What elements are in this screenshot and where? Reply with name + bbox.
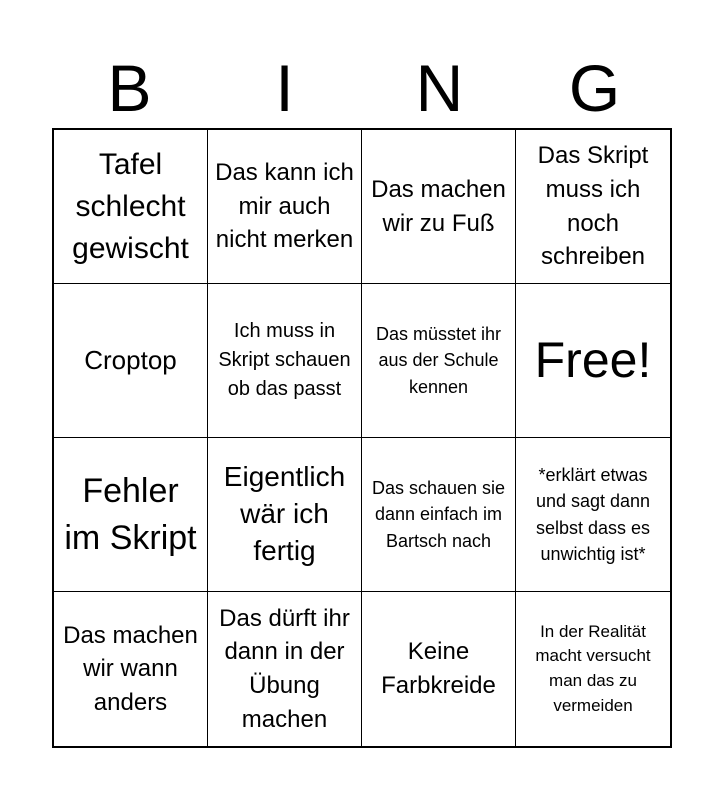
bingo-cell[interactable]	[516, 130, 670, 284]
header-letter-i: I	[275, 51, 294, 125]
cell-text: Croptop	[84, 344, 177, 375]
header-letter-n: N	[415, 51, 464, 125]
cell-text: Das machen wir zu Fuß	[371, 175, 506, 237]
bingo-cell[interactable]	[54, 592, 208, 746]
bingo-cell[interactable]	[208, 284, 362, 438]
cell-text: Tafel schlecht gewischt	[72, 147, 189, 265]
bingo-cell[interactable]	[54, 284, 208, 438]
bingo-cell[interactable]	[362, 438, 516, 592]
bingo-cell[interactable]	[208, 438, 362, 592]
bingo-cell[interactable]	[516, 592, 670, 746]
bingo-cell[interactable]	[208, 592, 362, 746]
bingo-cell[interactable]	[54, 130, 208, 284]
bingo-cell[interactable]	[54, 438, 208, 592]
cell-text: Ich muss in Skript schauen ob das passt	[218, 320, 351, 400]
cell-text: Keine Farbkreide	[381, 638, 496, 699]
bingo-cell[interactable]	[362, 130, 516, 284]
cell-text: Fehler im Skript	[64, 471, 197, 557]
bingo-cell[interactable]	[516, 438, 670, 592]
cell-text: Das dürft ihr dann in der Übung machen	[219, 604, 350, 733]
cell-text: Das machen wir wann anders	[63, 621, 198, 716]
bingo-cell[interactable]	[362, 284, 516, 438]
bingo-grid	[52, 128, 672, 748]
bingo-cell[interactable]	[362, 592, 516, 746]
header-letter-g: G	[568, 51, 621, 125]
cell-text: Das Skript muss ich noch schreiben	[537, 142, 649, 271]
cell-text: Das schauen sie dann einfach im Bartsch nach	[371, 478, 506, 551]
cell-text: Eigentlich wär ich fertig	[223, 461, 346, 566]
free-cell[interactable]	[516, 284, 670, 438]
bingo-header	[52, 48, 672, 128]
cell-text: Das kann ich mir auch nicht merken	[215, 159, 354, 254]
cell-text: *erklärt etwas und sagt dann selbst dass es unwichtig ist*	[535, 465, 651, 564]
bingo-cell[interactable]	[208, 130, 362, 284]
header-letter-b: B	[107, 51, 152, 125]
cell-text: Free!	[534, 332, 652, 388]
cell-text: In der Realität macht versucht man das zu vermeiden	[535, 621, 651, 715]
cell-text: Das müsstet ihr aus der Schule kennen	[375, 324, 502, 397]
